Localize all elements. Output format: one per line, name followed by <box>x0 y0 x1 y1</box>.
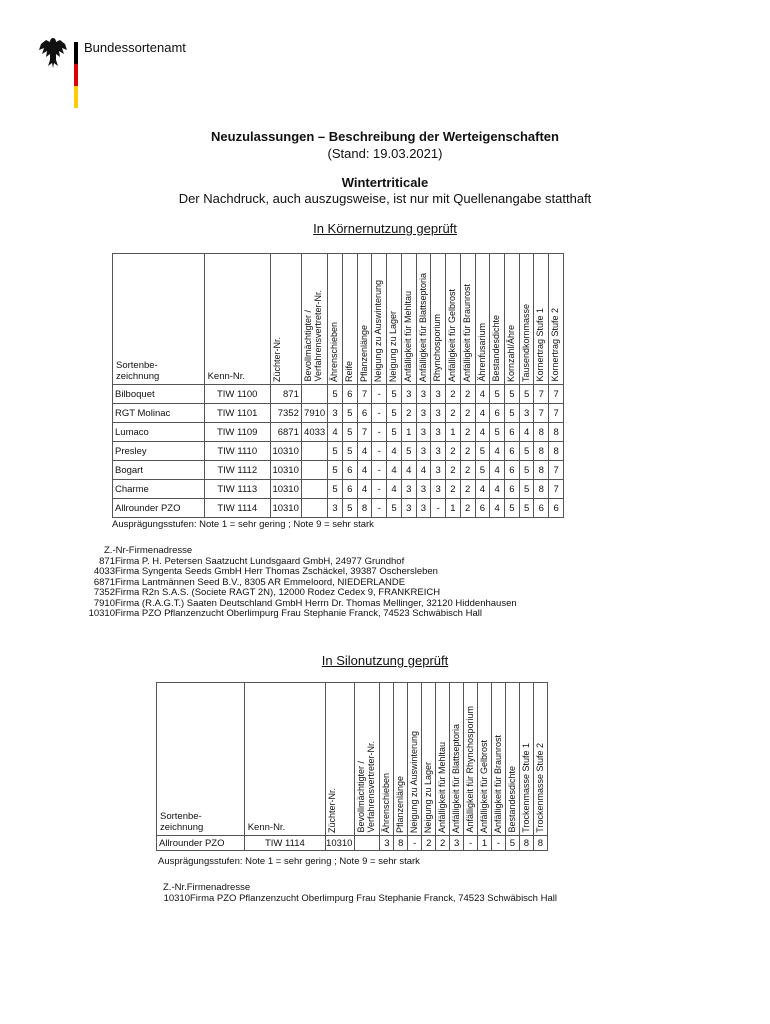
silo-addresses <box>163 883 557 904</box>
table-cell <box>355 836 380 851</box>
table-cell: 8 <box>549 442 564 461</box>
column-header <box>355 683 380 836</box>
table-cell: 5 <box>401 442 416 461</box>
table-cell: 3 <box>431 480 446 499</box>
table-cell: 4033 <box>301 423 327 442</box>
table-cell: 1 <box>478 836 492 851</box>
kenn-nr: TIW 1110 <box>204 442 270 461</box>
table-cell: 3 <box>416 423 431 442</box>
column-header <box>436 683 450 836</box>
table-cell: 2 <box>460 404 475 423</box>
table-cell: 1 <box>446 423 461 442</box>
table-cell: 5 <box>504 404 519 423</box>
table-cell: 6 <box>490 404 505 423</box>
column-header-label: Anfälligkeit für Rhynchosporium <box>465 706 476 833</box>
table-cell: 10310 <box>270 461 301 480</box>
table-cell: 6 <box>342 480 357 499</box>
table-cell: 3 <box>401 480 416 499</box>
column-header-label: Anfälligkeit für Gelbrost <box>479 739 490 833</box>
column-header <box>342 254 357 385</box>
table-cell: 8 <box>394 836 408 851</box>
table-cell: - <box>372 423 387 442</box>
address-text: Firma P. H. Petersen Saatzucht Lundsgaard GmbH, 24977 Grundhof <box>115 555 405 567</box>
address-row <box>88 609 517 620</box>
column-header-label: Ährenschieben <box>329 321 340 382</box>
column-header-kenn: Kenn-Nr. <box>204 254 270 385</box>
table-cell: 4 <box>475 404 490 423</box>
table-cell: 7 <box>357 423 372 442</box>
table-cell: 5 <box>504 499 519 518</box>
variety-name: Allrounder PZO <box>157 836 245 851</box>
table-cell: 7 <box>549 480 564 499</box>
table-cell: 2 <box>460 442 475 461</box>
table-cell <box>301 461 327 480</box>
table-cell: 3 <box>431 442 446 461</box>
variety-name: RGT Molinac <box>113 404 205 423</box>
table-cell: 6 <box>342 461 357 480</box>
variety-name: Bilboquet <box>113 385 205 404</box>
table-cell: 4 <box>490 442 505 461</box>
table-cell: 3 <box>416 385 431 404</box>
column-header <box>519 254 534 385</box>
table-cell: - <box>372 404 387 423</box>
table-cell: 2 <box>446 480 461 499</box>
table-cell: 2 <box>446 442 461 461</box>
address-number: 871 <box>99 555 115 567</box>
table-cell: 6 <box>549 499 564 518</box>
table-cell: 5 <box>387 404 402 423</box>
column-header-label: Züchter-Nr. <box>327 787 338 833</box>
table-cell: 4 <box>490 499 505 518</box>
reprint-notice: Der Nachdruck, auch auszugsweise, ist nur mit Quellenangabe statthaft <box>178 191 592 206</box>
header-row <box>113 254 564 385</box>
column-header-label: Anfälligkeit für Blattseptoria <box>417 272 428 382</box>
agency-logo <box>38 36 268 108</box>
table-cell: 4 <box>416 461 431 480</box>
table-cell: 5 <box>490 385 505 404</box>
table-cell: 3 <box>416 404 431 423</box>
column-header-label: Ährenfusarium <box>476 323 487 382</box>
table-row <box>113 480 564 499</box>
table-cell: 7 <box>549 385 564 404</box>
table-cell: 1 <box>401 423 416 442</box>
table-cell: 3 <box>328 499 343 518</box>
table-cell <box>301 385 327 404</box>
table-cell: 1 <box>446 499 461 518</box>
table-row <box>113 442 564 461</box>
table-cell: - <box>372 499 387 518</box>
table-cell: 3 <box>401 385 416 404</box>
table-cell <box>301 442 327 461</box>
table-cell: 6 <box>534 499 549 518</box>
address-number: 7910 <box>93 597 115 609</box>
column-header-label: Tausendkornmasse <box>520 303 531 382</box>
table-cell: 4 <box>387 480 402 499</box>
table-cell: 7910 <box>301 404 327 423</box>
table-cell: 3 <box>380 836 394 851</box>
column-header <box>422 683 436 836</box>
table-cell: 8 <box>534 461 549 480</box>
table-cell: 3 <box>416 442 431 461</box>
table-cell: - <box>492 836 506 851</box>
document-title: Neuzulassungen – Beschreibung der Werteigenschaften <box>211 129 559 144</box>
variety-name: Charme <box>113 480 205 499</box>
table-cell: 8 <box>534 423 549 442</box>
table-cell: 4 <box>387 442 402 461</box>
table-cell: - <box>431 499 446 518</box>
column-header-label: Anfälligkeit für Mehltau <box>437 741 448 833</box>
table-cell: 5 <box>505 836 519 851</box>
address-text: Firma PZO Pflanzenzucht Oberlimpurg Frau Stephanie Franck, 74523 Schwäbisch Hall <box>115 608 482 619</box>
table-cell: 4 <box>490 480 505 499</box>
koerner-section-title: In Körnernutzung geprüft <box>313 221 457 236</box>
table-cell: 5 <box>475 442 490 461</box>
column-header-label: Kornertrag Stufe 1 <box>535 308 546 382</box>
table-cell: 8 <box>534 442 549 461</box>
document-date: (Stand: 19.03.2021) <box>327 146 443 161</box>
table-cell: 4 <box>401 461 416 480</box>
column-header-label: Trockenmasse Stufe 2 <box>534 743 545 833</box>
table-cell: 2 <box>401 404 416 423</box>
table-row <box>113 423 564 442</box>
koerner-table <box>112 253 564 518</box>
table-row <box>113 385 564 404</box>
table-cell: 871 <box>270 385 301 404</box>
column-header <box>416 254 431 385</box>
column-header-label: Ährenschieben <box>381 772 392 833</box>
address-text: Firma (R.A.G.T.) Saaten Deutschland GmbH Herrn Dr. Thomas Mellinger, 32120 Hiddenhausen <box>115 597 517 609</box>
table-cell: 2 <box>436 836 450 851</box>
table-cell: 6 <box>504 442 519 461</box>
column-header <box>549 254 564 385</box>
column-header <box>328 254 343 385</box>
table-cell: 6 <box>504 423 519 442</box>
table-cell: - <box>372 480 387 499</box>
table-cell: 2 <box>460 461 475 480</box>
column-header-label: Bevollmächtigter / Verfahrensvertreter-Nr. <box>302 290 323 382</box>
column-header <box>519 683 533 836</box>
table-row <box>113 499 564 518</box>
table-cell: - <box>464 836 478 851</box>
kenn-nr: TIW 1114 <box>204 499 270 518</box>
table-cell: 10310 <box>270 499 301 518</box>
table-cell: 5 <box>342 442 357 461</box>
table-cell: 6871 <box>270 423 301 442</box>
column-header <box>534 254 549 385</box>
kenn-nr: TIW 1109 <box>204 423 270 442</box>
table-cell: 4 <box>490 461 505 480</box>
table-cell: 10310 <box>270 442 301 461</box>
table-cell: 5 <box>504 385 519 404</box>
table-cell: 5 <box>328 442 343 461</box>
table-cell: 6 <box>475 499 490 518</box>
table-cell: 5 <box>328 480 343 499</box>
address-text: Firma Lantmännen Seed B.V., 8305 AR Emmeloord, NIEDERLANDE <box>115 576 406 588</box>
column-header-label: Neigung zu Auswinterung <box>409 730 420 833</box>
column-header <box>446 254 461 385</box>
column-header-label: Bestandesdichte <box>491 315 502 382</box>
column-header <box>505 683 519 836</box>
table-cell: 2 <box>460 423 475 442</box>
table-cell: 2 <box>460 385 475 404</box>
federal-eagle-icon <box>38 36 68 70</box>
table-cell: 5 <box>519 442 534 461</box>
table-cell: 5 <box>475 461 490 480</box>
column-header <box>533 683 547 836</box>
table-cell: 8 <box>534 480 549 499</box>
table-cell: 2 <box>460 499 475 518</box>
column-header <box>380 683 394 836</box>
table-cell: 4 <box>328 423 343 442</box>
table-cell: 3 <box>416 480 431 499</box>
table-row <box>157 836 548 851</box>
table-cell: 7 <box>549 461 564 480</box>
table-cell: 3 <box>416 499 431 518</box>
column-header-label: Anfälligkeit für Mehltau <box>402 290 413 382</box>
table-cell: 6 <box>504 461 519 480</box>
table-cell: 7 <box>357 385 372 404</box>
table-cell: 5 <box>387 423 402 442</box>
table-cell: 3 <box>431 461 446 480</box>
table-row <box>113 404 564 423</box>
table-cell: 7 <box>534 385 549 404</box>
address-number: 10310 <box>163 892 190 904</box>
column-header <box>270 254 301 385</box>
column-header-label: Anfälligkeit für Blattseptoria <box>451 723 462 833</box>
table-cell: 2 <box>446 385 461 404</box>
address-number: 6871 <box>93 576 115 588</box>
column-header-label: Rhynchosporium <box>432 314 443 382</box>
table-cell: 8 <box>519 836 533 851</box>
column-header-sorte: Sortenbe- zeichnung <box>113 254 205 385</box>
column-header-label: Bevollmächtigter / Verfahrensvertreter-Nr. <box>356 741 377 833</box>
column-header <box>475 254 490 385</box>
table-cell: 5 <box>342 423 357 442</box>
table-cell: 5 <box>519 385 534 404</box>
column-header-label: Neigung zu Auswinterung <box>373 279 384 382</box>
table-cell: - <box>408 836 422 851</box>
address-text: Firma R2n S.A.S. (Societe RAGT 2N), 12000 Rodez Cedex 9, FRANKREICH <box>115 587 441 598</box>
column-header <box>301 254 327 385</box>
column-header <box>464 683 478 836</box>
table-cell: 2 <box>446 461 461 480</box>
column-header <box>478 683 492 836</box>
column-header <box>401 254 416 385</box>
kenn-nr: TIW 1101 <box>204 404 270 423</box>
table-cell: 5 <box>342 499 357 518</box>
column-header <box>387 254 402 385</box>
koerner-addresses <box>88 546 517 620</box>
table-cell: 4 <box>357 461 372 480</box>
variety-name: Presley <box>113 442 205 461</box>
address-header: Z.-Nr.Firmenadresse <box>163 882 251 893</box>
column-header <box>408 683 422 836</box>
table-cell: 8 <box>549 423 564 442</box>
table-cell <box>301 499 327 518</box>
table-cell: 3 <box>431 385 446 404</box>
column-header <box>460 254 475 385</box>
column-header-label: Züchter-Nr. <box>271 336 282 382</box>
column-header <box>504 254 519 385</box>
table-cell: - <box>372 461 387 480</box>
table-cell: 5 <box>387 499 402 518</box>
table-cell: 5 <box>519 480 534 499</box>
variety-name: Lumaco <box>113 423 205 442</box>
address-text: Firma Syngenta Seeds GmbH Herr Thomas Zschäckel, 39387 Oschersleben <box>115 566 438 577</box>
address-header: Z.-Nr-Firmenadresse <box>104 545 193 556</box>
table-cell: 2 <box>422 836 436 851</box>
table-cell: - <box>372 385 387 404</box>
table-cell: 4 <box>357 442 372 461</box>
table-cell: 8 <box>533 836 547 851</box>
silo-section-title: In Silonutzung geprüft <box>321 653 449 668</box>
table-cell: 5 <box>342 404 357 423</box>
table-cell: 7352 <box>270 404 301 423</box>
table-cell: 3 <box>450 836 464 851</box>
table-cell: 2 <box>460 480 475 499</box>
table-cell <box>301 480 327 499</box>
column-header <box>357 254 372 385</box>
column-header-label: Neigung zu Lager <box>388 310 399 382</box>
flag-bar <box>74 42 78 108</box>
column-header <box>492 683 506 836</box>
table-row <box>113 461 564 480</box>
table-cell: 6 <box>357 404 372 423</box>
column-header <box>372 254 387 385</box>
column-header-sorte: Sortenbe- zeichnung <box>157 683 245 836</box>
agency-name: Bundessortenamt <box>84 40 186 55</box>
column-header <box>431 254 446 385</box>
table-cell: - <box>372 442 387 461</box>
variety-name: Allrounder PZO <box>113 499 205 518</box>
table-cell: 5 <box>328 385 343 404</box>
table-cell: 4 <box>387 461 402 480</box>
table-cell: 6 <box>342 385 357 404</box>
table-cell: 5 <box>490 423 505 442</box>
table-cell: 4 <box>357 480 372 499</box>
column-header <box>490 254 505 385</box>
column-header-label: Anfälligkeit für Braunrost <box>461 283 472 382</box>
table-cell: 7 <box>549 404 564 423</box>
column-header <box>450 683 464 836</box>
address-number: 7352 <box>93 587 115 598</box>
column-header-label: Trockenmasse Stufe 1 <box>520 743 531 833</box>
column-header-label: Neigung zu Lager <box>423 761 434 833</box>
address-row <box>163 894 557 905</box>
column-header-label: Bestandesdichte <box>506 766 517 833</box>
table-cell: 10310 <box>270 480 301 499</box>
column-header <box>326 683 355 836</box>
address-number: 10310 <box>88 608 115 619</box>
header-row <box>157 683 548 836</box>
column-header-label: Anfälligkeit für Gelbrost <box>447 288 458 382</box>
column-header-label: Anfälligkeit für Braunrost <box>493 734 503 833</box>
column-header-label: Kornertrag Stufe 2 <box>550 308 561 382</box>
table-cell: 7 <box>534 404 549 423</box>
table-cell: 4 <box>475 480 490 499</box>
table-cell: 3 <box>519 404 534 423</box>
table-cell: 4 <box>519 423 534 442</box>
crop-title: Wintertriticale <box>341 175 429 190</box>
table-cell: 5 <box>387 385 402 404</box>
table-cell: 10310 <box>326 836 355 851</box>
column-header-label: Kornzahl/Ähre <box>505 324 516 382</box>
kenn-nr: TIW 1113 <box>204 480 270 499</box>
silo-table <box>156 682 548 851</box>
table-cell: 8 <box>357 499 372 518</box>
koerner-legend: Ausprägungsstufen: Note 1 = sehr gering ; Note 9 = sehr stark <box>112 519 374 530</box>
table-cell: 5 <box>519 461 534 480</box>
table-cell: 6 <box>504 480 519 499</box>
column-header-label: Reife <box>343 360 354 382</box>
column-header-label: Pflanzenlänge <box>395 775 406 833</box>
kenn-nr: TIW 1100 <box>204 385 270 404</box>
table-cell: 4 <box>475 423 490 442</box>
silo-legend: Ausprägungsstufen: Note 1 = sehr gering ; Note 9 = sehr stark <box>158 856 420 867</box>
table-cell: 3 <box>328 404 343 423</box>
column-header-label: Pflanzenlänge <box>358 324 369 382</box>
address-number: 4033 <box>93 566 115 577</box>
table-cell: 5 <box>328 461 343 480</box>
table-cell: 3 <box>401 499 416 518</box>
table-cell: 3 <box>431 423 446 442</box>
variety-name: Bogart <box>113 461 205 480</box>
table-cell: 4 <box>475 385 490 404</box>
table-cell: 3 <box>431 404 446 423</box>
column-header <box>394 683 408 836</box>
table-cell: 2 <box>446 404 461 423</box>
table-cell: 5 <box>519 499 534 518</box>
kenn-nr: TIW 1114 <box>244 836 325 851</box>
column-header-kenn: Kenn-Nr. <box>244 683 325 836</box>
kenn-nr: TIW 1112 <box>204 461 270 480</box>
address-text: Firma PZO Pflanzenzucht Oberlimpurg Frau Stephanie Franck, 74523 Schwäbisch Hall <box>190 892 557 904</box>
